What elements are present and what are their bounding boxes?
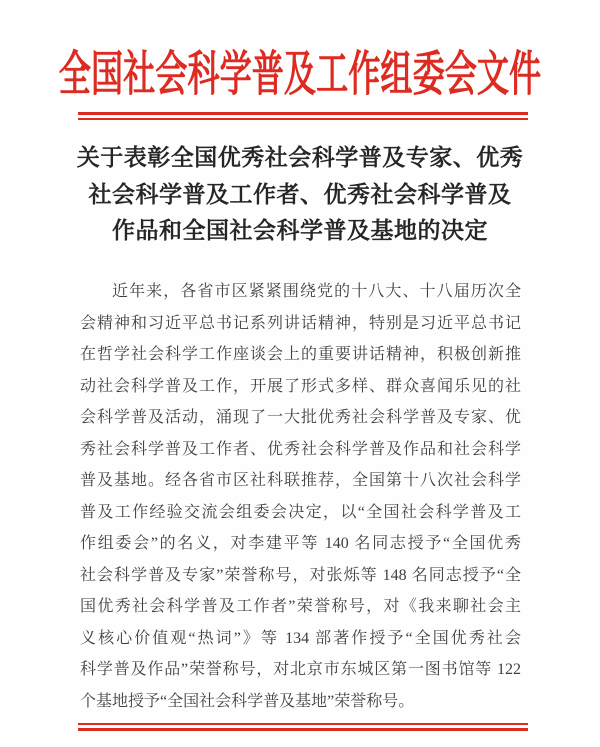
body-line: 作组委会”的名义，对李建平等 140 名同志授予“全国优秀 xyxy=(80,535,521,552)
body-line: 近年来，各省市区紧紧围绕党的十八大、十八届历次全 xyxy=(112,283,521,300)
document-body xyxy=(80,276,521,717)
body-line: 会科学普及活动，涌现了一大批优秀社会科学普及专家、优 xyxy=(80,409,521,426)
document-title-line: 关于表彰全国优秀社会科学普及专家、优秀 xyxy=(76,145,524,170)
body-line: 科学普及作品”荣誉称号，对北京市东城区第一图书馆等 122 xyxy=(80,661,521,678)
body-line: 秀社会科学普及工作者、优秀社会科学普及作品和社会科学 xyxy=(80,440,521,458)
document-title-line: 社会科学普及工作者、优秀社会科学普及 xyxy=(88,181,512,207)
document-title-line: 作品和全国社会科学普及基地的决定 xyxy=(112,218,488,243)
masthead-double-rule xyxy=(78,112,528,120)
document-title xyxy=(40,140,560,250)
document-masthead xyxy=(0,46,600,104)
body-line: 动社会科学普及工作，开展了形式多样、群众喜闻乐见的社 xyxy=(80,377,521,395)
footer-double-rule xyxy=(78,723,528,731)
body-line: 义核心价值观“热词”》等 134 部著作授予“全国优秀社会 xyxy=(80,629,521,647)
body-line: 普及基地。经各省市区社科联推荐，全国第十八次社会科学 xyxy=(80,472,521,489)
body-line: 在哲学社会科学工作座谈会上的重要讲话精神，积极创新推 xyxy=(80,346,521,363)
body-line: 国优秀社会科学普及工作者”荣誉称号，对《我来聊社会主 xyxy=(80,598,521,615)
body-line: 普及工作经验交流会组委会决定，以“全国社会科学普及工 xyxy=(80,503,521,521)
body-line: 会精神和习近平总书记系列讲话精神，特别是习近平总书记 xyxy=(80,314,521,332)
body-line: 社会科学普及专家”荣誉称号，对张烁等 148 名同志授予“全 xyxy=(80,566,521,584)
masthead-title: 全国社会科学普及工作组委会文件 xyxy=(58,48,542,101)
body-line: 个基地授予“全国社会科学普及基地”荣誉称号。 xyxy=(80,692,415,710)
